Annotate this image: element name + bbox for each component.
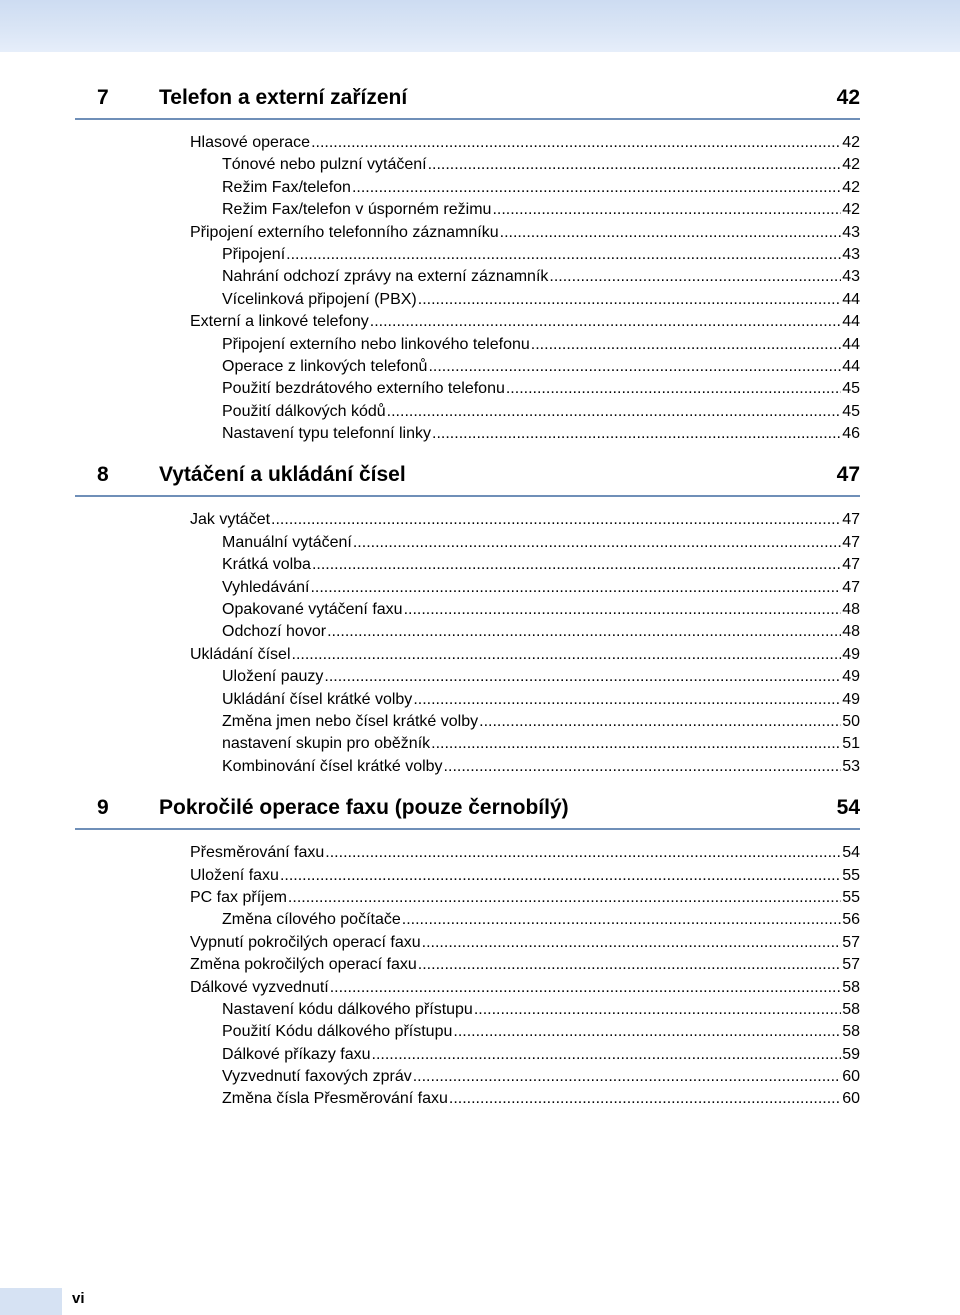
entry-title: Uložení pauzy [222,668,324,686]
chapter-number: 9 [97,796,109,820]
entry-page: 58 [842,1000,860,1018]
entry-title: PC fax příjem [190,888,287,906]
toc-entry[interactable] [75,711,860,733]
page-number: vi [72,1290,85,1307]
entry-page: 47 [842,578,860,596]
chapter-page: 47 [836,463,860,487]
toc-entry[interactable] [75,842,860,864]
dot-leader [280,865,841,887]
toc-entry[interactable] [75,378,860,400]
entry-page: 60 [842,1068,860,1086]
toc-entry[interactable] [75,177,860,199]
entry-title: Použití dálkových kódů [222,402,386,420]
toc-entry[interactable] [75,756,860,778]
dot-leader [292,644,842,666]
toc-entry[interactable] [75,199,860,221]
dot-leader [431,733,841,755]
entry-title: Změna pokročilých operací faxu [190,956,417,974]
dot-leader [422,932,842,954]
entry-page: 48 [842,623,860,641]
entry-page: 44 [842,335,860,353]
dot-leader [479,711,841,733]
entry-title: Vícelinková připojení (PBX) [222,290,417,308]
entry-page: 55 [842,888,860,906]
dot-leader [286,244,841,266]
toc-entry[interactable] [75,977,860,999]
chapter-page: 42 [836,86,860,109]
entry-title: Nastavení typu telefonní linky [222,425,432,443]
entry-page: 51 [842,735,860,753]
chapter-entries [75,120,860,463]
toc-entry[interactable] [75,932,860,954]
dot-leader [387,401,842,423]
entry-page: 49 [842,645,860,663]
dot-leader [353,532,841,554]
entry-title: Změna jmen nebo čísel krátké volby [222,712,479,730]
entry-title: Použití Kódu dálkového přístupu [222,1023,453,1041]
entry-page: 49 [842,690,860,708]
dot-leader [352,177,841,199]
toc-entry[interactable] [75,733,860,755]
entry-title: Režim Fax/telefon [222,178,351,196]
dot-leader [428,154,842,176]
entry-title: Hlasové operace [190,134,311,151]
entry-page: 53 [842,757,860,775]
entry-page: 42 [842,156,860,174]
toc-entry[interactable] [75,644,860,666]
entry-title: Externí a linkové telefony [190,313,369,331]
entry-title: Krátká volba [222,556,311,574]
dot-leader [500,222,842,244]
entry-page: 60 [842,1090,860,1108]
header-band [0,0,960,52]
entry-page: 49 [842,668,860,686]
toc-entry[interactable] [75,554,860,576]
dot-leader [428,356,841,378]
toc-entry[interactable] [75,289,860,311]
entry-page: 55 [842,866,860,884]
entry-page: 44 [842,313,860,331]
entry-page: 47 [842,556,860,574]
entry-title: Odchozí hovor [222,623,327,641]
toc-entry[interactable] [75,999,860,1021]
entry-title: Ukládání čísel krátké volby [222,690,413,708]
toc-entry[interactable] [75,621,860,643]
entry-title: Jak vytáčet [190,511,271,529]
entry-page: 57 [842,933,860,951]
toc-entry[interactable] [75,954,860,976]
chapter-heading[interactable] [75,463,860,497]
entry-page: 54 [842,844,860,862]
entry-title: Tónové nebo pulzní vytáčení [222,156,427,174]
toc-entry[interactable] [75,887,860,909]
dot-leader [506,378,841,400]
toc-entry[interactable] [75,689,860,711]
dot-leader [271,509,841,531]
entry-title: Použití bezdrátového externího telefonu [222,380,505,398]
toc-entry[interactable] [75,154,860,176]
toc-entry[interactable] [75,577,860,599]
entry-page: 48 [842,601,860,619]
toc-entry[interactable] [75,222,860,244]
dot-leader [330,977,841,999]
entry-page: 43 [842,245,860,263]
dot-leader [404,599,842,621]
dot-leader [413,689,841,711]
entry-title: Vyzvednutí faxových zpráv [222,1068,412,1086]
footer-tab [0,1288,62,1315]
entry-page: 42 [842,178,860,196]
dot-leader [310,577,841,599]
toc-entry[interactable] [75,532,860,554]
toc-entry[interactable] [75,132,860,154]
dot-leader [453,1021,841,1043]
dot-leader [372,1044,842,1066]
dot-leader [418,289,841,311]
entry-page: 42 [842,134,860,151]
chapter-entries [75,830,860,1129]
entry-title: Dálkové příkazy faxu [222,1045,371,1063]
toc-entry[interactable] [75,334,860,356]
toc-entry[interactable] [75,1088,860,1110]
entry-page: 43 [842,223,860,241]
dot-leader [531,334,841,356]
entry-page: 44 [842,290,860,308]
dot-leader [325,842,841,864]
entry-title: Změna čísla Přesměrování faxu [222,1090,448,1108]
entry-title: Uložení faxu [190,866,279,884]
entry-page: 47 [842,533,860,551]
dot-leader [413,1066,841,1088]
chapter-heading[interactable] [75,796,860,830]
entry-title: Ukládání čísel [190,645,291,663]
entry-page: 57 [842,956,860,974]
entry-page: 47 [842,511,860,529]
toc-entry[interactable] [75,311,860,333]
dot-leader [370,311,841,333]
entry-page: 44 [842,357,860,375]
entry-title: Vypnutí pokročilých operací faxu [190,933,421,951]
dot-leader [432,423,841,445]
entry-page: 45 [842,380,860,398]
entry-page: 58 [842,1023,860,1041]
entry-title: Opakované vytáčení faxu [222,601,403,619]
dot-leader [474,999,841,1021]
toc-entry[interactable] [75,509,860,531]
entry-title: Připojení externího telefonního záznamníku [190,223,499,241]
entry-title: Nahrání odchozí zprávy na externí záznamník [222,268,549,286]
dot-leader [549,266,841,288]
entry-title: Režim Fax/telefon v úsporném režimu [222,201,492,219]
entry-title: Vyhledávání [222,578,310,596]
entry-page: 58 [842,978,860,996]
toc-entry[interactable] [75,356,860,378]
chapter-title: Pokročilé operace faxu (pouze černobílý) [159,796,569,820]
entry-page: 42 [842,201,860,219]
entry-title: Připojení [222,245,286,263]
toc-entry[interactable] [75,1044,860,1066]
dot-leader [418,954,841,976]
dot-leader [311,132,841,154]
dot-leader [312,554,841,576]
entry-title: nastavení skupin pro oběžník [222,735,431,753]
table-of-contents [75,86,860,1129]
entry-title: Přesměrování faxu [190,844,325,862]
toc-entry[interactable] [75,1066,860,1088]
toc-entry[interactable] [75,599,860,621]
dot-leader [327,621,841,643]
dot-leader [288,887,841,909]
chapter-title: Telefon a externí zařízení [159,86,408,109]
entry-title: Změna cílového počítače [222,911,401,929]
dot-leader [402,909,841,931]
dot-leader [449,1088,841,1110]
entry-title: Operace z linkových telefonů [222,357,428,375]
toc-entry[interactable] [75,909,860,931]
chapter-page: 54 [836,796,860,820]
entry-page: 59 [842,1045,860,1063]
toc-entry[interactable] [75,401,860,423]
toc-entry[interactable] [75,266,860,288]
toc-entry[interactable] [75,1021,860,1043]
toc-entry[interactable] [75,666,860,688]
entry-title: Připojení externího nebo linkového telefonu [222,335,530,353]
toc-entry[interactable] [75,865,860,887]
chapter-number: 7 [97,86,109,109]
dot-leader [492,199,841,221]
entry-title: Nastavení kódu dálkového přístupu [222,1000,473,1018]
entry-page: 50 [842,712,860,730]
toc-entry[interactable] [75,244,860,266]
dot-leader [324,666,841,688]
toc-entry[interactable] [75,423,860,445]
entry-page: 45 [842,402,860,420]
chapter-entries [75,497,860,796]
entry-title: Manuální vytáčení [222,533,352,551]
entry-page: 43 [842,268,860,286]
entry-title: Dálkové vyzvednutí [190,978,329,996]
entry-page: 46 [842,425,860,443]
entry-page: 56 [842,911,860,929]
chapter-number: 8 [97,463,109,487]
dot-leader [444,756,842,778]
entry-title: Kombinování čísel krátké volby [222,757,443,775]
chapter-heading[interactable] [75,86,860,120]
chapter-title: Vytáčení a ukládání čísel [159,463,406,487]
